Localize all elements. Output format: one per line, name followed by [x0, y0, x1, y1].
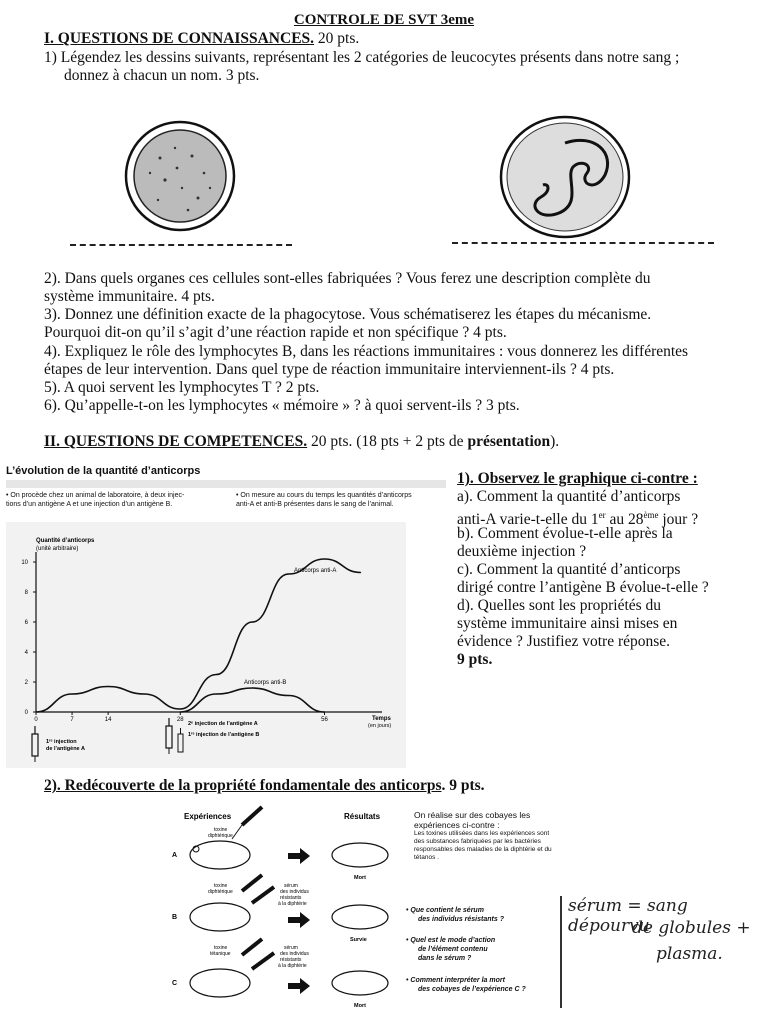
question-2-line-2: système immunitaire. 4 pts.	[44, 288, 215, 305]
graph-note-left-2: tions d’un antigène A et une injection d’un antigène B.	[6, 501, 173, 508]
section-1-points: 20 pts.	[317, 30, 360, 47]
x-tick-label-1: 7	[70, 717, 74, 723]
series-1-point-3	[288, 695, 289, 696]
injection-2-line-1: 2ᵉ injection de l’antigène A	[188, 721, 258, 727]
experiments-figure	[160, 805, 410, 1020]
row-a-label: A	[172, 852, 178, 859]
question-2-line-1: 2). Dans quels organes ces cellules sont-elles fabriquées ? Vous ferez une description complète du	[44, 270, 651, 287]
row-c-serum-2: des individus	[280, 951, 309, 957]
question-3-line-2: Pourquoi dit-on qu’il s’agit d’une réaction rapide et non spécifique ? 4 pts.	[44, 324, 507, 341]
exp-question-a	[406, 906, 504, 924]
exp-intro-3: Les toxines utilisées dans les expériences sont	[414, 830, 550, 837]
lymphocyte-drawing	[120, 118, 240, 238]
syringe-icon-1	[32, 726, 38, 762]
handwritten-line-2: de globules +	[632, 918, 751, 938]
series-0-point-3	[144, 693, 145, 694]
y-tick-label-1: 2	[24, 680, 28, 686]
row-b-serum-2: des individus	[280, 889, 309, 895]
graph-note-left-1: • On procède chez un animal de laboratoire, à deux injec-	[6, 492, 185, 499]
arrow-icon-a	[288, 848, 310, 864]
series-0-point-1	[71, 693, 72, 694]
observe-heading	[457, 470, 698, 488]
guinea-pig-icon-a	[190, 841, 250, 869]
x-tick-label-3: 28	[176, 717, 184, 723]
y-tick-label-5: 10	[21, 560, 28, 566]
series-0-point-6	[252, 621, 253, 622]
series-line-0	[36, 559, 361, 712]
observe-d-1: d). Quelles sont les propriétés du	[457, 597, 662, 614]
section-2-heading	[44, 433, 559, 451]
series-0-point-2	[108, 686, 109, 687]
exp-question-a-2: des individus résistants ?	[418, 916, 504, 923]
observe-d-3: évidence ? Justifiez votre réponse.	[457, 633, 671, 650]
x-tick-label-0: 0	[34, 717, 38, 723]
graph-note-right-1: • On mesure au cours du temps les quantités d’anticorps	[236, 492, 412, 499]
guinea-pig-icon-c	[190, 969, 250, 997]
injection-1-line-2: de l’antigène A	[46, 746, 85, 752]
y-axis-label-1: Quantité d’anticorps	[36, 538, 95, 544]
exp-question-c-2: des cobayes de l’expérience C ?	[418, 986, 526, 993]
syringe-icon-c	[242, 939, 274, 969]
observe-b-1: b). Comment évolue-t-elle après la	[457, 525, 673, 542]
label-line-right	[452, 242, 714, 244]
series-0-point-0	[35, 711, 36, 712]
y-tick-label-2: 4	[24, 650, 28, 656]
result-b: Survie	[350, 937, 367, 943]
question-1-line-1: 1) Légendez les dessins suivants, représentant les 2 catégories de leucocytes présents dans notre sang ;	[44, 49, 680, 66]
col-resultats: Résultats	[344, 812, 381, 821]
antibody-chart	[6, 522, 406, 768]
row-b-serum-4: à la diphtérie	[278, 901, 307, 907]
injection-2-line-2: 1ʳᵉ injection de l’antigène B	[188, 732, 260, 738]
observe-points: 9 pts.	[457, 651, 493, 668]
series-0-point-7	[288, 573, 289, 574]
question-4-line-2: étapes de leur intervention. Dans quel type de réaction immunitaire interviennent-ils ? 4 pts.	[44, 361, 615, 378]
question-3-line-1: 3). Donnez une définition exacte de la phagocytose. Vous schématiserez les étapes du mécanisme.	[44, 306, 652, 323]
y-tick-label-0: 0	[24, 710, 28, 716]
observe-b-2: deuxième injection ?	[457, 543, 587, 560]
exp-question-c	[406, 976, 526, 994]
series-0-point-8	[324, 558, 325, 559]
exp-question-b-2: de l’élément contenu	[418, 946, 488, 953]
row-b-toxine-1: toxine	[214, 883, 228, 889]
observe-d-2: système immunitaire ainsi mises en	[457, 615, 678, 632]
graph-note-right-2: anti-A et anti-B présentes dans le sang de l’animal.	[236, 501, 394, 508]
row-a-toxine-2: diphtérique	[208, 833, 233, 839]
col-experiences: Expériences	[184, 812, 232, 821]
exp-intro-4: des substances fabriquées par les bactéries	[414, 838, 541, 845]
arrow-icon-c	[288, 978, 310, 994]
series-1-point-4	[324, 711, 325, 712]
guinea-pig-icon-b	[190, 903, 250, 931]
exp-question-c-1: • Comment interpréter la mort	[406, 977, 505, 984]
exp-question-a-1: • Que contient le sérum	[406, 907, 484, 914]
observe-heading-text: 1). Observez le graphique ci-contre :	[457, 470, 698, 487]
section-2-points-post: ).	[550, 433, 560, 450]
syringe-icon-a	[232, 807, 262, 839]
y-tick-label-4: 8	[24, 590, 28, 596]
section-2-points-pre: 20 pts. (18 pts + 2 pts de	[311, 433, 468, 450]
syringe-icon-3	[178, 728, 183, 752]
graph-heading: L’évolution de la quantité d’anticorps	[6, 465, 201, 477]
part-2-points: . 9 pts.	[441, 777, 485, 794]
observe-a-2-pre: anti-A varie-t-elle du 1	[457, 511, 599, 529]
exp-intro-1: On réalise sur des cobayes les	[414, 810, 531, 820]
series-0-point-4	[180, 708, 181, 709]
row-a-toxine-1: toxine	[214, 827, 228, 833]
series-label-anti-a: Anticorps anti-A	[294, 568, 337, 574]
y-axis-label-2: (unité arbitraire)	[36, 546, 79, 552]
part-2-heading	[44, 777, 485, 795]
section-2-title: II. QUESTIONS DE COMPETENCES.	[44, 433, 308, 450]
guinea-pig-result-a	[332, 843, 388, 867]
section-1-heading	[44, 30, 359, 48]
observe-c-1: c). Comment la quantité d’anticorps	[457, 561, 681, 578]
series-1-point-1	[216, 693, 217, 694]
y-tick-label-3: 6	[24, 620, 28, 626]
syringe-icon-b	[242, 875, 274, 903]
handwritten-bracket	[560, 896, 562, 1008]
series-label-anti-b: Anticorps anti-B	[244, 680, 287, 686]
series-0-point-5	[216, 674, 217, 675]
observe-a-2-sup-2: ème	[643, 510, 659, 520]
graph-heading-band	[6, 480, 446, 488]
section-2-points-bold: présentation	[467, 433, 551, 450]
exp-question-b-1: • Quel est le mode d’action	[406, 937, 496, 944]
label-line-left	[70, 244, 292, 246]
series-1-point-2	[252, 687, 253, 688]
exp-intro-5: responsables des maladies de la diphtérie et du	[414, 846, 552, 853]
handwritten-line-3: plasma.	[656, 944, 723, 964]
exp-question-b	[406, 936, 495, 963]
exp-intro-6: tétanos .	[414, 854, 439, 861]
row-b-label: B	[172, 914, 178, 921]
observe-a-2-sup-1: er	[598, 510, 606, 520]
row-b-toxine-2: diphtérique	[208, 889, 233, 895]
row-c-serum-4: à la diphtérie	[278, 963, 307, 969]
row-c-label: C	[172, 980, 178, 987]
row-c-serum-3: résistants	[280, 957, 302, 963]
x-tick-label-4: 56	[321, 717, 328, 723]
observe-c-2: dirigé contre l’antigène B évolue-t-elle ?	[457, 579, 709, 596]
exp-intro	[414, 810, 552, 862]
result-c: Mort	[354, 1003, 366, 1009]
guinea-pig-result-c	[332, 971, 388, 995]
series-0-point-9	[360, 572, 361, 573]
observe-a-1: a). Comment la quantité d’anticorps	[457, 488, 681, 505]
exp-question-b-3: dans le sérum ?	[418, 955, 472, 962]
series-line-1	[180, 688, 324, 712]
question-6: 6). Qu’appelle-t-on les lymphocytes « mémoire » ? à quoi servent-ils ? 3 pts.	[44, 397, 520, 414]
result-a: Mort	[354, 875, 366, 881]
observe-a-2-post: jour ?	[658, 511, 699, 529]
x-axis-label-2: (en jours)	[368, 723, 392, 729]
series-1-point-0	[180, 711, 181, 712]
exp-intro-2: expériences ci-contre :	[414, 820, 500, 830]
observe-a-2-mid: au 28	[605, 511, 644, 529]
row-b-serum-1: sérum	[284, 883, 298, 889]
row-c-serum-1: sérum	[284, 945, 298, 951]
row-b-serum-3: résistants	[280, 895, 302, 901]
x-tick-label-2: 14	[104, 717, 112, 723]
arrow-icon-b	[288, 912, 310, 928]
syringe-icon-2	[166, 718, 172, 754]
part-2-title: 2). Redécouverte de la propriété fondamentale des anticorps	[44, 777, 442, 794]
handwritten-line-1: sérum = sang dépourvu	[568, 896, 688, 936]
row-c-toxine-1: toxine	[214, 945, 228, 951]
question-1-line-2: donnez à chacun un nom. 3 pts.	[64, 67, 260, 84]
granulocyte-drawing	[495, 113, 635, 241]
injection-1-line-1: 1ʳᵉ injection	[46, 739, 77, 745]
page-title: CONTROLE DE SVT 3eme	[293, 12, 475, 28]
question-5: 5). A quoi servent les lymphocytes T ? 2 pts.	[44, 379, 320, 396]
guinea-pig-result-b	[332, 905, 388, 929]
question-4-line-1: 4). Expliquez le rôle des lymphocytes B, dans les réactions immunitaires : vous donnerez les différentes	[44, 343, 689, 360]
x-axis-label-1: Temps	[372, 716, 391, 722]
row-c-toxine-2: tétanique	[210, 951, 231, 957]
section-1-title: I. QUESTIONS DE CONNAISSANCES.	[44, 30, 315, 47]
